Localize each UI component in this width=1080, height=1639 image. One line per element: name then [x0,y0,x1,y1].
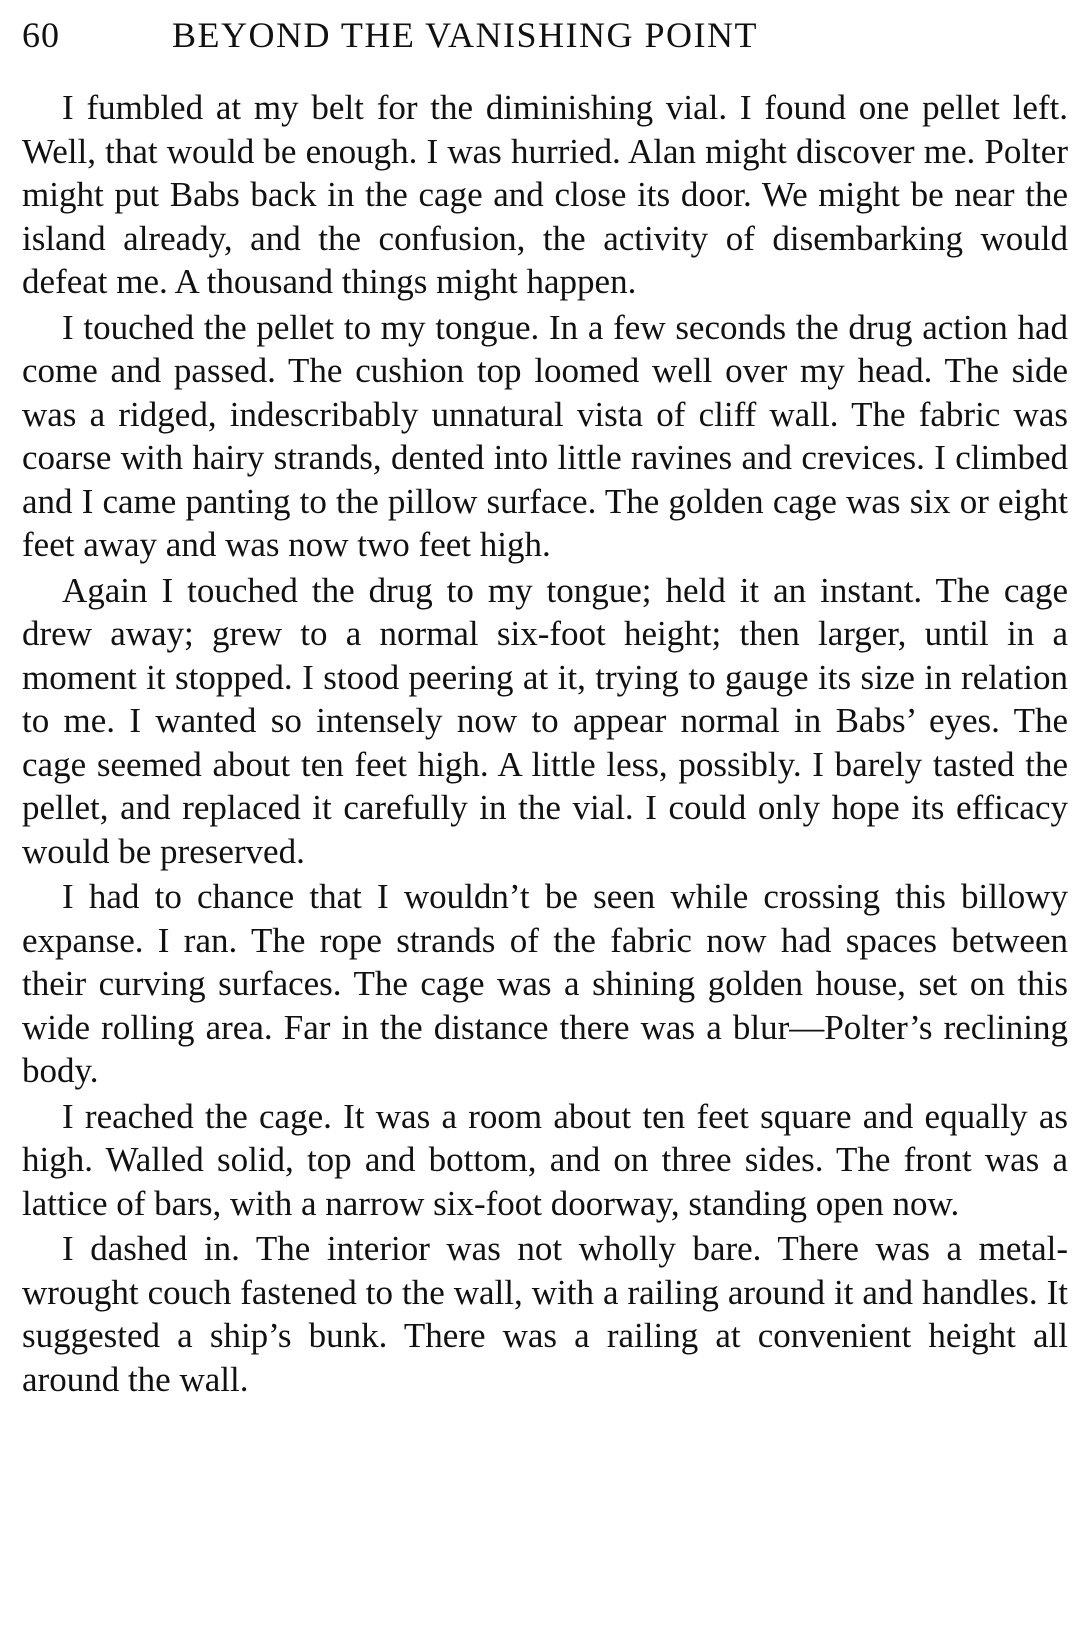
running-head [22,14,1068,64]
paragraph: I dashed in. The interior was not wholly bare. There was a metal-wrought couch fastened to the wall, with a railing around it and handles. It suggested a ship’s bunk. There was a railing at convenient height all around the wall. [22,1229,1068,1399]
paragraph: I fumbled at my belt for the diminishing vial. I found one pellet left. Well, that would be enough. I was hurried. Alan might discover me. Polter might put Babs back in the cage and close its door. We might be near the island already, and the confusion, the activity of disembarking would defeat me. A thousand things might happen. [22,88,1068,301]
paragraph: Again I touched the drug to my tongue; held it an instant. The cage drew away; grew to a normal six-foot height; then larger, until in a moment it stopped. I stood peering at it, trying to gauge its size in relation to me. I wanted so intensely now to appear normal in Babs’ eyes. The cage seemed about ten feet high. A little less, possibly. I barely tasted the pellet, and replaced it carefully in the vial. I could only hope its efficacy would be preserved. [22,570,1068,871]
paragraph: I had to chance that I wouldn’t be seen while crossing this billowy expanse. I ran. The rope strands of the fabric now had spaces between their curving surfaces. The cage was a shining golden house, set on this wide rolling area. Far in the distance there was a blur—Polter’s reclining body. [22,877,1068,1090]
paragraph: I touched the pellet to my tongue. In a few seconds the drug action had come and passed. The cushion top loomed well over my head. The side was a ridged, indescribably unnatural vista of cliff wall. The fabric was coarse with hairy strands, dented into little ravines and crevices. I climbed and I came panting to the pillow surface. The golden cage was six or eight feet away and was now two feet high. [22,307,1068,564]
running-title: BEYOND THE VANISHING POINT [172,15,759,55]
book-page [22,14,1068,1403]
body-text [22,86,1068,1401]
page-number: 60 [22,15,60,55]
paragraph: I reached the cage. It was a room about ten feet square and equally as high. Walled solid, top and bottom, and on three sides. The front was a lattice of bars, with a narrow six-foot doorway, standing open now. [22,1096,1068,1223]
